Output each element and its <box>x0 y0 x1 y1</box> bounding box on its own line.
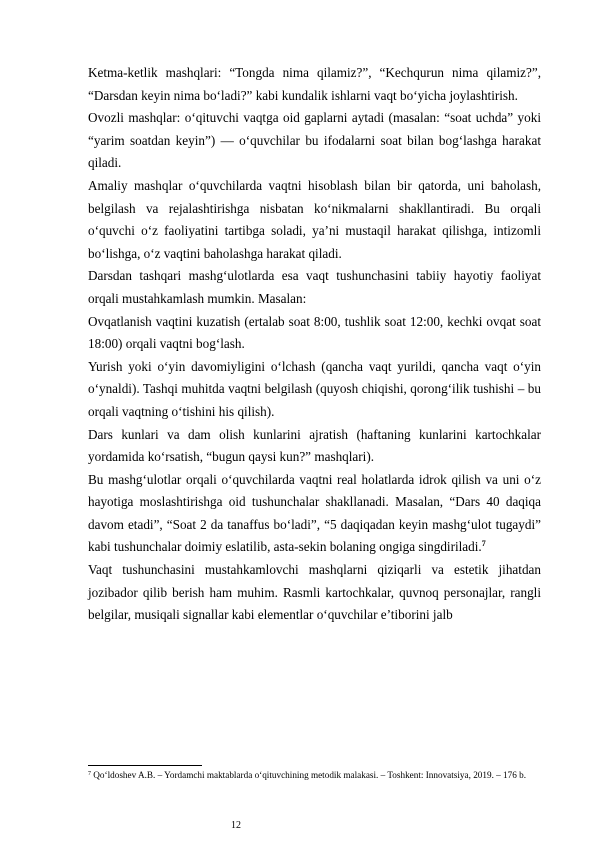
paragraph: Vaqt tushunchasini mustahkamlovchi mashqlarni qiziqarli va estetik jihatdan jozibador qilib berish ham muhim. Rasmli kartochkalar, quvnoq personajlar, rangli belgilar, musiqali signallar kabi elementlar o‘quvchilar e’tiborini jalb <box>88 562 541 623</box>
footnote-separator <box>88 765 202 766</box>
paragraph: Darsdan tashqari mashg‘ulotlarda esa vaqt tushunchasini tabiiy hayotiy faoliyat orqali mustahkamlash mumkin. Masalan: <box>88 268 541 306</box>
paragraph: Amaliy mashqlar o‘quvchilarda vaqtni hisoblash bilan bir qatorda, uni baholash, belgilash va rejalashtirishga nisbatan ko‘nikmalarni shakllantiradi. Bu orqali o‘quvchi o‘z faoliyatini tartibga soladi, ya’ni mustaqil harakat qilishga, intizomli bo‘lishga, o‘z vaqtini baholashga harakat qiladi. <box>88 177 541 261</box>
paragraph: Yurish yoki o‘yin davomiyligini o‘lchash (qancha vaqt yurildi, qancha vaqt o‘yin o‘ynaldi). Tashqi muhitda vaqtni belgilash (quyosh chiqishi, qorong‘ilik tushishi – bu orqali vaqtning o‘tishini his qilish). <box>88 358 541 419</box>
page-number: 12 <box>231 820 241 831</box>
paragraph: Ovqatlanish vaqtini kuzatish (ertalab soat 8:00, tushlik soat 12:00, kechki ovqat soat 18:00) orqali vaqtni bog‘lash. <box>88 313 541 352</box>
footnote-text: Qo‘ldoshev A.B. – Yordamchi maktablarda o‘qituvchining metodik malakasi. – Toshkent: Innovatsiya, 2019. – 176 b. <box>93 770 527 780</box>
paragraph-with-footnote <box>88 469 541 559</box>
footnote <box>88 769 541 782</box>
body-text <box>88 62 541 627</box>
paragraph-text: Bu mashg‘ulotlar orqali o‘quvchilarda vaqtni real holatlarda idrok qilish va uni o‘z hayotiga moslashtirishga oid tushunchalar shakllanadi. Masalan, “Dars 40 daqiqa davom etadi”, “Soat 2 da tanaffus bo‘ladi”, “5 daqiqadan keyin mashg‘ulot tugaydi” kabi tushunchalar doimiy eslatilib, asta-sekin bolaning ongiga singdiriladi. <box>88 471 541 555</box>
footnote-marker: 7 <box>88 771 91 777</box>
footnote-reference[interactable]: 7 <box>481 539 486 549</box>
paragraph: Ketma-ketlik mashqlari: “Tongda nima qilamiz?”, “Kechqurun nima qilamiz?”, “Darsdan keyin nima bo‘ladi?” kabi kundalik ishlarni vaqt bo‘yicha joylashtirish. <box>88 65 541 103</box>
paragraph: Dars kunlari va dam olish kunlarini ajratish (haftaning kunlarini kartochkalar yordamida ko‘rsatish, “bugun qaysi kun?” mashqlari). <box>88 426 541 465</box>
paragraph: Ovozli mashqlar: o‘qituvchi vaqtga oid gaplarni aytadi (masalan: “soat uchda” yoki “yarim soatdan keyin”) — o‘quvchilar bu ifodalarni soat bilan bog‘lashga harakat qiladi. <box>88 110 541 171</box>
